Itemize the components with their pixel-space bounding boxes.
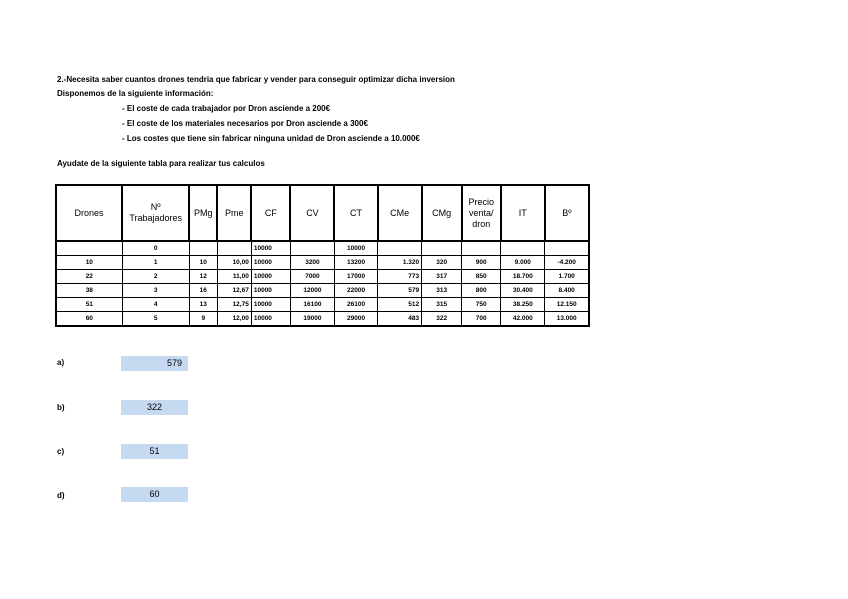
cell-profit: 1.700 xyxy=(545,270,589,284)
answer-a-label: a) xyxy=(57,358,65,367)
cost-table xyxy=(55,184,590,327)
cell-profit: 12.150 xyxy=(545,298,589,312)
table-row xyxy=(56,270,589,284)
cell-pmg: 16 xyxy=(189,284,217,298)
cell-pme: 12,75 xyxy=(217,298,251,312)
table-row xyxy=(56,241,589,256)
table-row xyxy=(56,284,589,298)
cell-it: 42.000 xyxy=(501,312,545,327)
info-item-fixed-cost: - Los costes que tiene sin fabricar ninguna unidad de Dron asciende a 10.000€ xyxy=(122,134,420,143)
answer-d-cell[interactable]: 60 xyxy=(121,487,188,502)
answer-d-label: d) xyxy=(57,491,65,500)
cell-pmg: 10 xyxy=(189,256,217,270)
cell-price: 900 xyxy=(462,256,501,270)
cell-pme: 12,00 xyxy=(217,312,251,327)
cell-cv: 16100 xyxy=(290,298,334,312)
header-price: Precio venta/ dron xyxy=(462,185,501,241)
cell-cf: 10000 xyxy=(251,312,290,327)
table-instructions: Ayudate de la siguiente tabla para realizar tus calculos xyxy=(57,159,265,168)
cell-cmg: 315 xyxy=(422,298,462,312)
cell-drones: 60 xyxy=(56,312,122,327)
info-item-material-cost: - El coste de los materiales necesarios por Dron asciende a 300€ xyxy=(122,119,368,128)
cell-profit: 13.000 xyxy=(545,312,589,327)
cell-cv: 19000 xyxy=(290,312,334,327)
cell-profit: 8.400 xyxy=(545,284,589,298)
cell-ct: 13200 xyxy=(334,256,377,270)
cell-workers: 0 xyxy=(122,241,189,256)
cell-drones: 10 xyxy=(56,256,122,270)
cell-pme xyxy=(217,241,251,256)
cell-ct: 29000 xyxy=(334,312,377,327)
cell-pme: 12,67 xyxy=(217,284,251,298)
cell-cmg: 313 xyxy=(422,284,462,298)
cell-ct: 22000 xyxy=(334,284,377,298)
cell-ct: 17000 xyxy=(334,270,377,284)
answer-a-cell[interactable]: 579 xyxy=(121,356,188,371)
table-header-row xyxy=(56,185,589,241)
cell-cf: 10000 xyxy=(251,256,290,270)
cell-cmg: 322 xyxy=(422,312,462,327)
cell-workers: 4 xyxy=(122,298,189,312)
cell-price: 750 xyxy=(462,298,501,312)
cell-pmg xyxy=(189,241,217,256)
cell-cmg: 317 xyxy=(422,270,462,284)
cell-workers: 2 xyxy=(122,270,189,284)
cell-drones: 38 xyxy=(56,284,122,298)
table-row xyxy=(56,312,589,327)
cell-it: 30.400 xyxy=(501,284,545,298)
cell-price: 700 xyxy=(462,312,501,327)
cell-pme: 11,00 xyxy=(217,270,251,284)
answer-c-cell[interactable]: 51 xyxy=(121,444,188,459)
cell-cme: 1.320 xyxy=(378,256,422,270)
cell-profit xyxy=(545,241,589,256)
cell-cf: 10000 xyxy=(251,284,290,298)
header-cv: CV xyxy=(290,185,334,241)
cell-pmg: 13 xyxy=(189,298,217,312)
cell-it: 9.000 xyxy=(501,256,545,270)
header-profit: Bº xyxy=(545,185,589,241)
header-cf: CF xyxy=(251,185,290,241)
cell-price: 800 xyxy=(462,284,501,298)
header-cmg: CMg xyxy=(422,185,462,241)
header-workers: Nº Trabajadores xyxy=(122,185,189,241)
cell-cme: 579 xyxy=(378,284,422,298)
table-row xyxy=(56,256,589,270)
cell-cme: 773 xyxy=(378,270,422,284)
info-item-worker-cost: - El coste de cada trabajador por Dron asciende a 200€ xyxy=(122,104,331,113)
cell-pmg: 9 xyxy=(189,312,217,327)
cell-price: 850 xyxy=(462,270,501,284)
table-row xyxy=(56,298,589,312)
header-ct: CT xyxy=(334,185,377,241)
cell-cmg xyxy=(422,241,462,256)
cell-it xyxy=(501,241,545,256)
cell-cmg: 320 xyxy=(422,256,462,270)
cell-cv: 7000 xyxy=(290,270,334,284)
header-cme: CMe xyxy=(378,185,422,241)
answer-b-label: b) xyxy=(57,403,65,412)
header-it: IT xyxy=(501,185,545,241)
cell-cv xyxy=(290,241,334,256)
info-heading: Disponemos de la siguiente información: xyxy=(57,89,214,98)
cell-drones: 22 xyxy=(56,270,122,284)
cell-it: 18.700 xyxy=(501,270,545,284)
cell-price xyxy=(462,241,501,256)
cell-ct: 10000 xyxy=(334,241,377,256)
cell-ct: 26100 xyxy=(334,298,377,312)
question-title: 2.-Necesita saber cuantos drones tendria que fabricar y vender para conseguir optimizar dicha inversion xyxy=(57,75,455,84)
cell-pme: 10,00 xyxy=(217,256,251,270)
header-pme: Pme xyxy=(217,185,251,241)
answer-c-label: c) xyxy=(57,447,65,456)
cell-it: 38.250 xyxy=(501,298,545,312)
cell-cf: 10000 xyxy=(251,298,290,312)
cell-drones: 51 xyxy=(56,298,122,312)
cell-cme: 512 xyxy=(378,298,422,312)
header-pmg: PMg xyxy=(189,185,217,241)
cell-cme xyxy=(378,241,422,256)
cell-workers: 3 xyxy=(122,284,189,298)
info-list xyxy=(122,104,420,149)
cell-drones xyxy=(56,241,122,256)
cell-cme: 483 xyxy=(378,312,422,327)
cell-cv: 12000 xyxy=(290,284,334,298)
cell-workers: 5 xyxy=(122,312,189,327)
cell-cf: 10000 xyxy=(251,270,290,284)
answer-b-cell[interactable]: 322 xyxy=(121,400,188,415)
cell-cv: 3200 xyxy=(290,256,334,270)
cell-workers: 1 xyxy=(122,256,189,270)
cell-cf: 10000 xyxy=(251,241,290,256)
cell-profit: -4.200 xyxy=(545,256,589,270)
cell-pmg: 12 xyxy=(189,270,217,284)
header-drones: Drones xyxy=(56,185,122,241)
